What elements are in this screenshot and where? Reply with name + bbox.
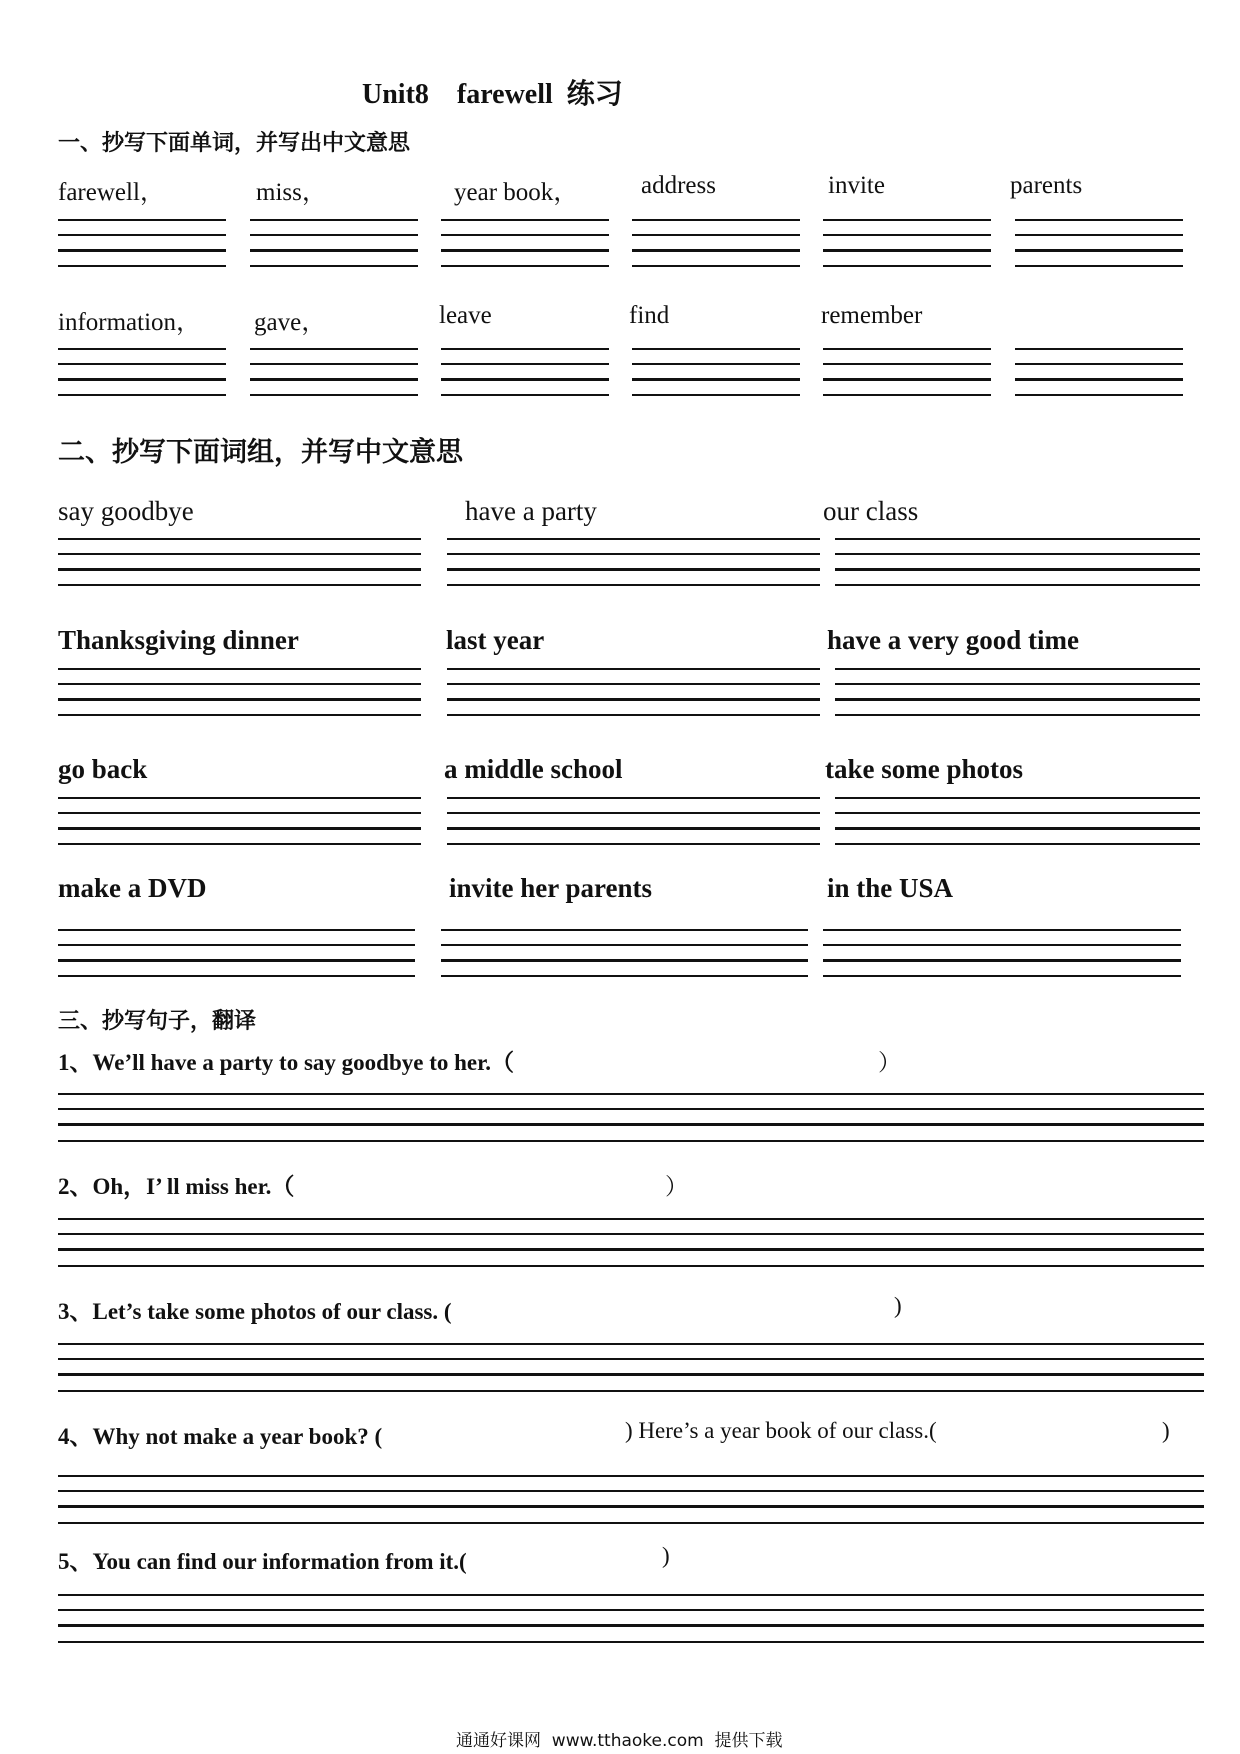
sentence-3: 3、Let’s take some photos of our class. ( [58, 1299, 452, 1324]
phrase-lines [835, 538, 1200, 590]
phrase-last-year: last year [446, 625, 545, 655]
word-find: find [629, 302, 670, 329]
sentence-lines [58, 1343, 1204, 1395]
word-year-book: year book， [454, 179, 579, 206]
word-invite: invite [828, 172, 885, 199]
section2-heading: 二、抄写下面词组，并写中文意思 [58, 437, 463, 467]
word-lines [1015, 219, 1183, 271]
phrase-our-class: our class [823, 496, 919, 526]
phrase-lines [447, 538, 820, 590]
word-lines [823, 348, 991, 400]
phrase-make-a-dvd: make a DVD [58, 873, 207, 903]
section3-heading: 三、抄写句子，翻译 [58, 1008, 257, 1033]
word-parents: parents [1010, 172, 1083, 199]
sentence-2-close: ） [665, 1174, 688, 1199]
word-lines [58, 219, 226, 271]
word-lines [632, 348, 800, 400]
sentence-lines [58, 1475, 1204, 1527]
sentence-4: 4、Why not make a year book? ( [58, 1424, 383, 1449]
phrase-lines [58, 929, 415, 981]
sentence-2: 2、Oh，I’ ll miss her.（ [58, 1174, 295, 1199]
phrase-thanksgiving-dinner: Thanksgiving dinner [58, 625, 299, 655]
phrase-have-a-party: have a party [465, 496, 597, 526]
sentence-3-close: ) [894, 1293, 902, 1318]
word-lines [441, 219, 609, 271]
word-information: information， [58, 309, 202, 336]
phrase-lines [835, 797, 1200, 849]
word-lines [632, 219, 800, 271]
phrase-lines [823, 929, 1181, 981]
word-farewell: farewell， [58, 179, 165, 206]
section1-heading: 一、抄写下面单词，并写出中文意思 [58, 130, 411, 155]
phrase-lines [58, 668, 421, 720]
sentence-1-close: ） [878, 1050, 901, 1075]
sentence-5-close: ) [662, 1543, 670, 1568]
phrase-lines [447, 797, 820, 849]
word-lines [441, 348, 609, 400]
phrase-lines [58, 797, 421, 849]
phrase-take-some-photos: take some photos [825, 754, 1024, 784]
phrase-lines [447, 668, 820, 720]
phrase-lines [441, 929, 808, 981]
page-title: Unit8 farewell 练习 [362, 79, 623, 110]
word-lines [823, 219, 991, 271]
phrase-say-goodbye: say goodbye [58, 496, 194, 526]
word-miss: miss， [256, 179, 327, 206]
phrase-lines [58, 538, 421, 590]
sentence-4-close: ) [1162, 1418, 1170, 1443]
word-lines [1015, 348, 1183, 400]
footer: 通通好课网 www.tthaoke.com 提供下载 [456, 1731, 783, 1751]
word-address: address [641, 172, 716, 199]
phrase-have-a-very-good-time: have a very good time [827, 625, 1079, 655]
word-leave: leave [439, 302, 492, 329]
word-lines [58, 348, 226, 400]
sentence-4-mid: ) Here’s a year book of our class.( [625, 1418, 937, 1443]
word-lines [250, 219, 418, 271]
sentence-1: 1、We’ll have a party to say goodbye to her.（ [58, 1050, 514, 1075]
phrase-in-the-usa: in the USA [827, 873, 954, 903]
word-gave: gave， [254, 309, 327, 336]
word-lines [250, 348, 418, 400]
phrase-a-middle-school: a middle school [444, 754, 623, 784]
sentence-lines [58, 1594, 1204, 1646]
word-remember: remember [821, 302, 923, 329]
phrase-invite-her-parents: invite her parents [449, 873, 653, 903]
sentence-lines [58, 1218, 1204, 1270]
sentence-lines [58, 1093, 1204, 1145]
phrase-go-back: go back [58, 754, 148, 784]
phrase-lines [835, 668, 1200, 720]
sentence-5: 5、You can find our information from it.( [58, 1549, 467, 1574]
